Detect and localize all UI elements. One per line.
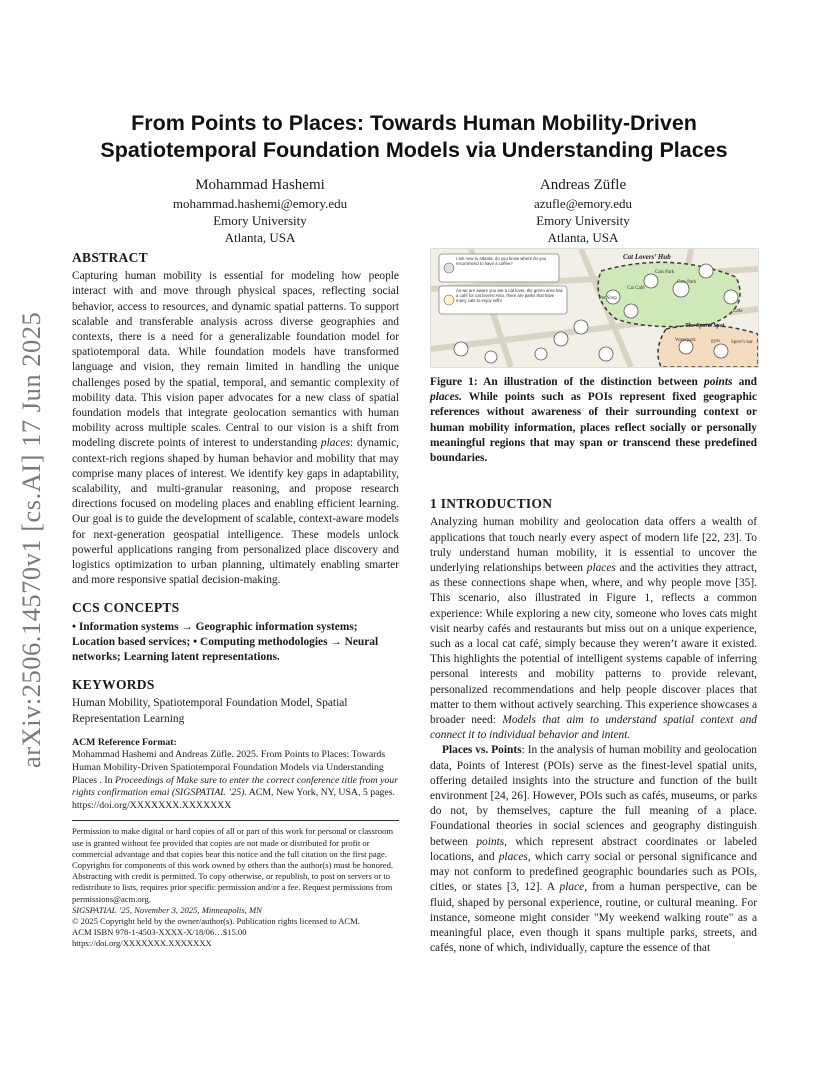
author-email: azufle@emory.edu (533, 196, 633, 211)
figure-1-illustration (430, 248, 759, 368)
venue-line: SIGSPATIAL ’25, November 3, 2025, Minneapolis, MN (72, 904, 262, 915)
author-affiliation: Emory University (213, 213, 307, 228)
poi-label: Cats Park (655, 270, 675, 275)
acm-ref-text: Mohammad Hashemi and Andreas Züfle. 2025. From Points to Places: Towards Human Mobility-Driven Spatiotemporal Foundation Models via Understanding Places . In Proceedings of Make sure to enter the correct conference title from your rights confirmation emai (SIGSPATIAL ’25). ACM, New York, NY, USA, 5 pages. https://doi.org/XXXXXXX.XXXXXXX (72, 749, 399, 811)
poi-label: Cats Park (677, 280, 697, 285)
poi-label: Cafe (733, 309, 743, 314)
intro-paragraph-2: Places vs. Points: In the analysis of human mobility and geolocation data, Points of Interest (POIs) serve as the finest-level spatial units, offering detailed insights into the structure and function of the built environment [24, 26]. However, POIs such as cafés, museums, or parks do not, by themselves, capture the full meaning of a place. Foundational theories in social sciences and geography distinguish between points, which represent abstract coordinates or labeled locations, and places, which carry social or personal significance and may not conform to predefined geographic boundaries such as POIs, cities, or states [3, 12]. A place, from a human perspective, can be fluid, shaped by personal experience, routine, or cultural meaning. For instance, someone might consider "My weekend walking route" as a meaningful place, even though it spans multiple parks, streets, and cafés, none of which, individually, capture the essence of that (430, 744, 757, 955)
author-email: mohammad.hashemi@emory.edu (172, 196, 348, 211)
arxiv-stamp (10, 300, 50, 770)
author-name: Mohammad Hashemi (195, 177, 325, 193)
figure-caption: Figure 1: An illustration of the distinction between points and places. While points such as POIs represent fixed geographic references without awareness of their surrounding context or human mobility information, places reflect socially or personally meaningful regions that may span or transcend these predefined boundaries. (430, 376, 757, 465)
author-affiliation: Emory University (536, 213, 630, 228)
poi-label: Waterpark (675, 338, 696, 343)
poi-label: Cat Café (627, 286, 645, 291)
figure-map (431, 249, 758, 367)
doi-line: https://doi.org/XXXXXXX.XXXXXXX (72, 938, 212, 949)
acm-ref-heading: ACM Reference Format: (72, 736, 177, 748)
left-column (72, 250, 399, 950)
sports-spot-region (658, 325, 758, 367)
ccs-text: • Information systems → Geographic information systems; Location based services; • Computing methodologies → Neural networks; Learning latent representations. (72, 620, 379, 664)
poi-label: gym (711, 339, 720, 344)
lightbulb-icon (444, 295, 454, 305)
ccs-section (72, 600, 399, 665)
poi-label: Sport’s bar (731, 340, 753, 345)
poi-label: Pet Shop (599, 296, 617, 301)
ccs-heading: CCS CONCEPTS (72, 600, 180, 616)
introduction-section (430, 496, 757, 956)
chat-text-user: I am new to Atlanta, do you know where do you recommend to have a coffee? (456, 256, 547, 267)
abstract-heading: ABSTRACT (72, 250, 148, 265)
sports-label: The Sports Spot (685, 323, 725, 329)
author-location: Atlanta, USA (547, 230, 619, 245)
author-block-2 (453, 176, 713, 246)
right-column (430, 375, 757, 956)
title-line-2: Spatiotemporal Foundation Models via Understanding Places (100, 138, 728, 162)
keywords-text: Human Mobility, Spatiotemporal Foundation Model, Spatial Representation Learning (72, 697, 348, 725)
intro-paragraph-1: Analyzing human mobility and geolocation data offers a wealth of applications that touch nearly every aspect of modern life [22, 23]. To truly understand human mobility, it is essential to uncover the underlying relationships between places and the activities they attract, as these connections shape when, where, and why people move [35]. This scenario, also illustrated in Figure 1, reflects a common experience: While exploring a new city, someone who loves cats might visit nearby cafés and restaurants but miss out on a unique experience, such as a local cat café, simply because they weren’t aware it existed. This highlights the potential of intelligent systems capable of inferring personal interests and mobility patterns to provide relevant, personalized recommendations and help people discover places that matter to them without actively searching. This experience showcases a broader need: Models that aim to understand spatial context and connect it to individual behavior and intent. (430, 516, 757, 742)
hub-label: Cat Lovers’ Hub (623, 253, 671, 261)
keywords-heading: KEYWORDS (72, 677, 155, 693)
keywords-section (72, 677, 399, 727)
permission-notice: Permission to make digital or hard copies of all or part of this work for personal or classroom use is granted without fee provided that copies are not made or distributed for profit or commercial advantage and that copies bear this notice and the full citation on the first page. Copyrights for components of this work owned by others than the author(s) must be honored. Abstracting with credit is permitted. To copy otherwise, or republish, to post on servers or to redistribute to lists, requires prior specific permission and/or a fee. Request permissions from permissions@acm.org. (72, 826, 394, 904)
copyright-line: © 2025 Copyright held by the owner/author(s). Publication rights licensed to ACM. (72, 916, 360, 927)
acm-reference (72, 737, 399, 813)
arxiv-stamp-text: arXiv:2506.14570v1 [cs.AI] 17 Jun 2025 (16, 311, 46, 768)
author-block-1 (130, 176, 390, 246)
chat-text-assistant: As we are aware you are a cat lover, the green area has a café for cat lovers! Also, there are parks that have many cats to enjoy with! (456, 288, 563, 304)
isbn-line: ACM ISBN 978-1-4503-XXXX-X/18/06…$15.00 (72, 927, 247, 938)
abstract-text: Capturing human mobility is essential for modeling how people interact with and move through physical spaces, reflecting social behavior, access to resources, and dynamic spatial patterns. To support scalable and transferable analysis across diverse geographies and contexts, there is a need for a generalizable foundation model for spatiotemporal data. While foundation models have transformed language and vision, they remain limited in handling the unique challenges posed by the spatial, temporal, and semantic complexity of mobility data. This vision paper advocates for a new class of spatial foundation models that integrate geolocation semantics with human mobility across multiple scales. Central to our vision is a shift from modeling discrete points of interest to understanding places: dynamic, context-rich regions shaped by human behavior and mobility that may comprise many places of interest. We identify key gaps in adaptability, scalability, and multi-granular reasoning, and propose research directions focused on modeling places and enabling efficient learning. Our goal is to guide the development of scalable, context-aware models for next-generation geospatial intelligence. These models unlock powerful applications ranging from personalized place discovery and logistics optimization to urban planning, ultimately enabling smarter and more responsive spatial decision-making. (72, 270, 399, 587)
introduction-heading: 1 INTRODUCTION (430, 496, 553, 512)
footnote (72, 820, 399, 949)
paper-title (60, 110, 768, 164)
author-name: Andreas Züfle (539, 177, 627, 193)
author-location: Atlanta, USA (224, 230, 296, 245)
user-avatar-icon (444, 263, 454, 273)
title-line-1: From Points to Places: Towards Human Mobility-Driven (131, 111, 697, 135)
